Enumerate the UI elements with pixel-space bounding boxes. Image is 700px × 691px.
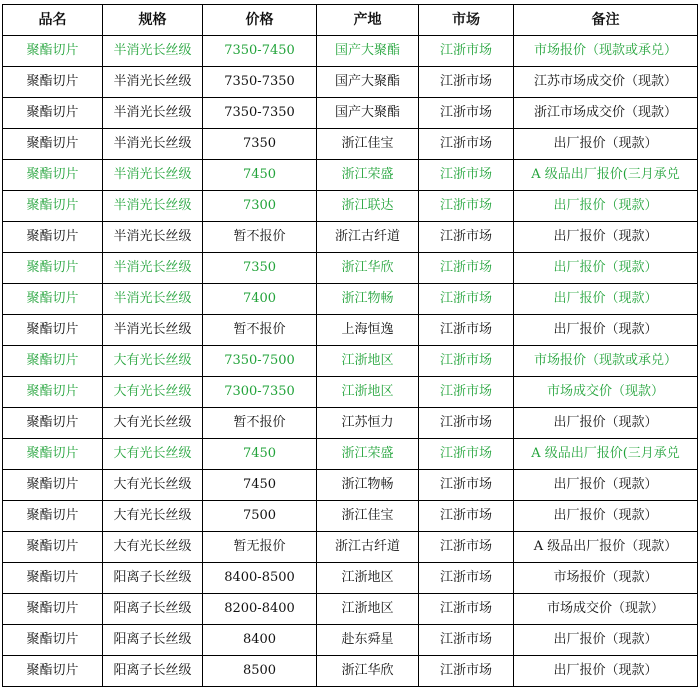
table-row <box>3 501 698 532</box>
table-row <box>3 563 698 594</box>
table-row <box>3 191 698 222</box>
cell-price: 7300 <box>203 191 317 222</box>
table-row <box>3 470 698 501</box>
cell-spec: 半消光长丝级 <box>103 36 203 67</box>
price-table <box>2 4 698 687</box>
cell-remark: 出厂报价（现款） <box>514 625 698 656</box>
cell-price: 7350 <box>203 253 317 284</box>
cell-product: 聚酯切片 <box>3 563 103 594</box>
cell-product: 聚酯切片 <box>3 129 103 160</box>
cell-product: 聚酯切片 <box>3 594 103 625</box>
cell-product: 聚酯切片 <box>3 470 103 501</box>
cell-price: 暂不报价 <box>203 315 317 346</box>
table-row <box>3 67 698 98</box>
cell-price: 暂不报价 <box>203 408 317 439</box>
cell-remark: A 级品出厂报价（现款） <box>514 532 698 563</box>
cell-price: 8400-8500 <box>203 563 317 594</box>
cell-market: 江浙市场 <box>419 563 514 594</box>
cell-market: 江浙市场 <box>419 284 514 315</box>
table-row <box>3 98 698 129</box>
cell-spec: 半消光长丝级 <box>103 67 203 98</box>
cell-spec: 大有光长丝级 <box>103 408 203 439</box>
table-row <box>3 36 698 67</box>
column-header-origin: 产地 <box>317 5 419 36</box>
cell-origin: 浙江古纤道 <box>317 222 419 253</box>
cell-product: 聚酯切片 <box>3 98 103 129</box>
cell-remark: 市场报价（现款） <box>514 563 698 594</box>
cell-market: 江浙市场 <box>419 129 514 160</box>
cell-price: 7450 <box>203 439 317 470</box>
table-row <box>3 594 698 625</box>
cell-origin: 江浙地区 <box>317 594 419 625</box>
cell-origin: 上海恒逸 <box>317 315 419 346</box>
cell-market: 江浙市场 <box>419 191 514 222</box>
column-header-product: 品名 <box>3 5 103 36</box>
table-row <box>3 284 698 315</box>
cell-remark: 出厂报价（现款） <box>514 253 698 284</box>
table-row <box>3 253 698 284</box>
cell-product: 聚酯切片 <box>3 284 103 315</box>
cell-market: 江浙市场 <box>419 67 514 98</box>
cell-origin: 江浙地区 <box>317 346 419 377</box>
table-row <box>3 129 698 160</box>
table-row <box>3 439 698 470</box>
cell-market: 江浙市场 <box>419 532 514 563</box>
cell-origin: 浙江佳宝 <box>317 129 419 160</box>
cell-market: 江浙市场 <box>419 315 514 346</box>
cell-origin: 江浙地区 <box>317 563 419 594</box>
cell-origin: 浙江荣盛 <box>317 439 419 470</box>
table-row <box>3 656 698 687</box>
cell-remark: A 级品出厂报价(三月承兑 <box>514 439 698 470</box>
cell-price: 7350-7450 <box>203 36 317 67</box>
cell-origin: 浙江古纤道 <box>317 532 419 563</box>
cell-price: 暂不报价 <box>203 222 317 253</box>
cell-product: 聚酯切片 <box>3 253 103 284</box>
cell-origin: 浙江华欣 <box>317 656 419 687</box>
cell-market: 江浙市场 <box>419 222 514 253</box>
cell-remark: A 级品出厂报价(三月承兑 <box>514 160 698 191</box>
cell-price: 7400 <box>203 284 317 315</box>
cell-price: 7300-7350 <box>203 377 317 408</box>
cell-product: 聚酯切片 <box>3 36 103 67</box>
cell-spec: 半消光长丝级 <box>103 284 203 315</box>
cell-price: 暂无报价 <box>203 532 317 563</box>
cell-remark: 出厂报价（现款） <box>514 284 698 315</box>
cell-remark: 市场报价（现款或承兑） <box>514 346 698 377</box>
cell-price: 7500 <box>203 501 317 532</box>
column-header-spec: 规格 <box>103 5 203 36</box>
cell-market: 江浙市场 <box>419 625 514 656</box>
cell-origin: 浙江物畅 <box>317 284 419 315</box>
cell-origin: 浙江联达 <box>317 191 419 222</box>
column-header-remark: 备注 <box>514 5 698 36</box>
cell-spec: 阳离子长丝级 <box>103 594 203 625</box>
cell-product: 聚酯切片 <box>3 160 103 191</box>
cell-product: 聚酯切片 <box>3 315 103 346</box>
cell-spec: 半消光长丝级 <box>103 160 203 191</box>
cell-remark: 出厂报价（现款） <box>514 315 698 346</box>
table-row <box>3 160 698 191</box>
cell-remark: 市场报价（现款或承兑） <box>514 36 698 67</box>
cell-market: 江浙市场 <box>419 253 514 284</box>
table-body <box>3 36 698 687</box>
cell-remark: 出厂报价（现款） <box>514 656 698 687</box>
cell-origin: 浙江物畅 <box>317 470 419 501</box>
cell-origin: 国产大聚酯 <box>317 98 419 129</box>
cell-product: 聚酯切片 <box>3 222 103 253</box>
cell-remark: 浙江市场成交价（现款） <box>514 98 698 129</box>
cell-spec: 大有光长丝级 <box>103 439 203 470</box>
cell-origin: 浙江华欣 <box>317 253 419 284</box>
header-row <box>3 5 698 36</box>
table-row <box>3 315 698 346</box>
cell-origin: 国产大聚酯 <box>317 67 419 98</box>
cell-product: 聚酯切片 <box>3 625 103 656</box>
cell-spec: 阳离子长丝级 <box>103 656 203 687</box>
cell-market: 江浙市场 <box>419 36 514 67</box>
cell-remark: 出厂报价（现款） <box>514 222 698 253</box>
cell-price: 8200-8400 <box>203 594 317 625</box>
cell-origin: 江浙地区 <box>317 377 419 408</box>
cell-product: 聚酯切片 <box>3 346 103 377</box>
cell-spec: 半消光长丝级 <box>103 253 203 284</box>
cell-spec: 半消光长丝级 <box>103 315 203 346</box>
cell-product: 聚酯切片 <box>3 532 103 563</box>
cell-market: 江浙市场 <box>419 594 514 625</box>
cell-market: 江浙市场 <box>419 501 514 532</box>
cell-spec: 大有光长丝级 <box>103 377 203 408</box>
cell-origin: 江苏恒力 <box>317 408 419 439</box>
cell-remark: 出厂报价（现款） <box>514 191 698 222</box>
table-row <box>3 625 698 656</box>
cell-market: 江浙市场 <box>419 656 514 687</box>
column-header-market: 市场 <box>419 5 514 36</box>
cell-product: 聚酯切片 <box>3 67 103 98</box>
cell-spec: 半消光长丝级 <box>103 129 203 160</box>
cell-spec: 半消光长丝级 <box>103 222 203 253</box>
cell-price: 8400 <box>203 625 317 656</box>
cell-spec: 阳离子长丝级 <box>103 625 203 656</box>
cell-market: 江浙市场 <box>419 98 514 129</box>
cell-product: 聚酯切片 <box>3 501 103 532</box>
cell-price: 7350 <box>203 129 317 160</box>
cell-product: 聚酯切片 <box>3 191 103 222</box>
table-row <box>3 377 698 408</box>
table-row <box>3 408 698 439</box>
table-row <box>3 222 698 253</box>
cell-spec: 阳离子长丝级 <box>103 563 203 594</box>
cell-price: 7450 <box>203 160 317 191</box>
cell-market: 江浙市场 <box>419 346 514 377</box>
cell-origin: 赴东舜星 <box>317 625 419 656</box>
cell-product: 聚酯切片 <box>3 656 103 687</box>
cell-spec: 半消光长丝级 <box>103 191 203 222</box>
cell-remark: 出厂报价（现款） <box>514 501 698 532</box>
cell-spec: 大有光长丝级 <box>103 501 203 532</box>
table-row <box>3 346 698 377</box>
cell-product: 聚酯切片 <box>3 439 103 470</box>
cell-spec: 大有光长丝级 <box>103 470 203 501</box>
cell-market: 江浙市场 <box>419 160 514 191</box>
cell-product: 聚酯切片 <box>3 408 103 439</box>
cell-market: 江浙市场 <box>419 377 514 408</box>
column-header-price: 价格 <box>203 5 317 36</box>
cell-spec: 半消光长丝级 <box>103 98 203 129</box>
cell-origin: 浙江佳宝 <box>317 501 419 532</box>
cell-market: 江浙市场 <box>419 408 514 439</box>
cell-remark: 出厂报价（现款） <box>514 470 698 501</box>
cell-price: 8500 <box>203 656 317 687</box>
cell-spec: 大有光长丝级 <box>103 346 203 377</box>
cell-remark: 市场成交价（现款） <box>514 377 698 408</box>
cell-remark: 市场成交价（现款） <box>514 594 698 625</box>
cell-origin: 浙江荣盛 <box>317 160 419 191</box>
cell-origin: 国产大聚酯 <box>317 36 419 67</box>
cell-remark: 出厂报价（现款） <box>514 129 698 160</box>
cell-spec: 大有光长丝级 <box>103 532 203 563</box>
table-row <box>3 532 698 563</box>
cell-price: 7350-7350 <box>203 98 317 129</box>
cell-remark: 出厂报价（现款） <box>514 408 698 439</box>
cell-remark: 江苏市场成交价（现款） <box>514 67 698 98</box>
cell-product: 聚酯切片 <box>3 377 103 408</box>
cell-price: 7350-7350 <box>203 67 317 98</box>
cell-market: 江浙市场 <box>419 439 514 470</box>
cell-market: 江浙市场 <box>419 470 514 501</box>
cell-price: 7350-7500 <box>203 346 317 377</box>
cell-price: 7450 <box>203 470 317 501</box>
